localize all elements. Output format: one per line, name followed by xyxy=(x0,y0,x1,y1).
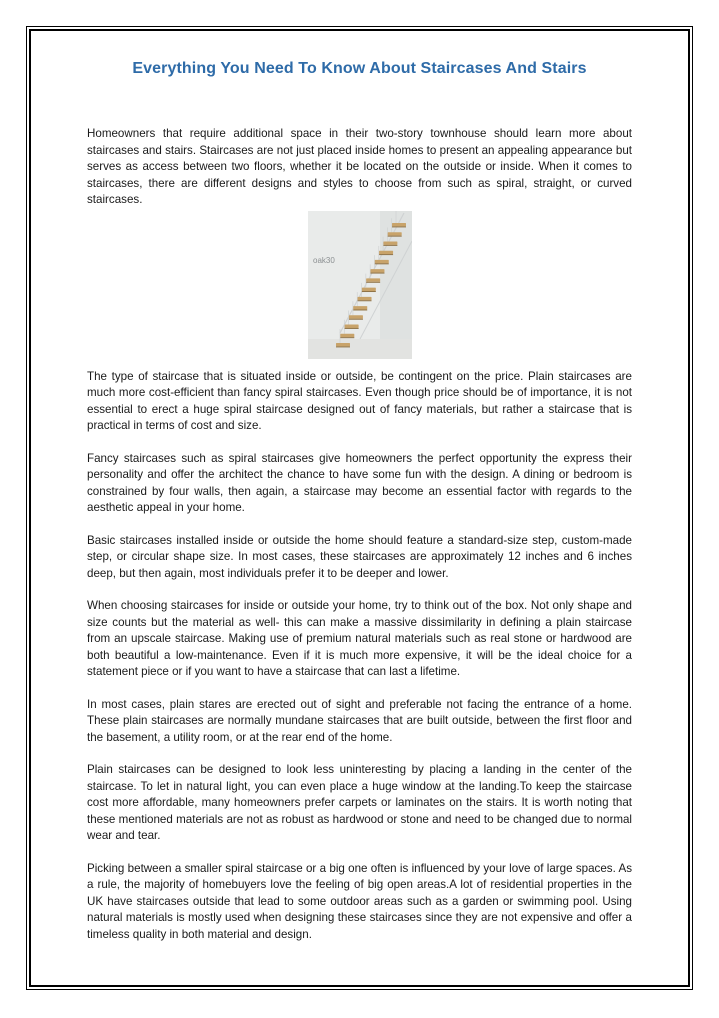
paragraph-4: Basic staircases installed inside or outside the home should feature a standard-size step, custom-made step, or circular shape size. In most cases, these staircases are approximately 12 inches and 6 inches deep, but then again, most individuals prefer it to be deeper and lower. xyxy=(87,533,632,580)
document-title: Everything You Need To Know About Staircases And Stairs xyxy=(132,60,587,77)
staircase-image-container xyxy=(87,211,632,359)
paragraph-2: The type of staircase that is situated inside or outside, be contingent on the price. Plain staircases are much more cost-efficient than fancy spiral staircases. Even though price should be of importance, it is not essential to erect a huge spiral staircase designed out of fancy materials, but rather a staircase that is practical in terms of cost and size. xyxy=(87,369,632,432)
stair-tread xyxy=(383,241,397,244)
stair-tread xyxy=(344,324,358,327)
stair-tread-edge xyxy=(387,235,401,236)
stair-tread-edge xyxy=(361,291,375,292)
staircase-photo xyxy=(308,211,412,359)
stair-tread-edge xyxy=(353,309,367,310)
stair-tread-edge xyxy=(340,337,354,338)
paragraph-3: Fancy staircases such as spiral staircases give homeowners the perfect opportunity the express their personality and offer the architect the chance to have some fun with the design. A dining or bedroom is constrained by four walls, then again, a staircase may become an essential factor with regards to the aesthetic appeal in your home. xyxy=(87,451,632,514)
article-body xyxy=(87,126,632,959)
stair-tread-edge xyxy=(357,300,371,301)
paragraph-7: Plain staircases can be designed to look less uninteresting by placing a landing in the center of the staircase. To let in natural light, you can even place a huge window at the landing.To keep the staircase cost more affordable, many homeowners prefer carpets or laminates on the stairs. It is worth noting that these mentioned materials are not as robust as hardwood or stone and need to be changed due to normal wear and tear. xyxy=(87,763,632,842)
stair-tread xyxy=(366,278,380,281)
stair-tread xyxy=(340,333,354,336)
stair-tread xyxy=(357,296,371,299)
photo-overlay-label: oak30 xyxy=(312,255,335,265)
paragraph-1: Homeowners that require additional space in their two-story townhouse should learn more about staircases and stairs. Staircases are not just placed inside homes to present an appealing appearance but serves as access between two floors, whether it be located on the outside or inside. When it comes to staircases, there are different designs and styles to choose from such as spiral, straight, or curved staircases. xyxy=(87,127,632,206)
stair-tread-edge xyxy=(370,272,384,273)
stair-tread-edge xyxy=(392,226,406,227)
paragraph-8: Picking between a smaller spiral staircase or a big one often is influenced by your love of large spaces. As a rule, the majority of homebuyers love the feeling of big open areas.A lot of residential properties in the UK have staircases outside that lead to some outdoor areas such as a garden or swimming pool. Using natural materials is mostly used when designing these staircases since they are not expensive and offer a timeless quality in both material and design. xyxy=(87,861,632,941)
stair-tread-edge xyxy=(348,318,362,319)
stair-tread xyxy=(370,269,384,272)
stair-tread-edge xyxy=(336,346,350,347)
stair-tread-edge xyxy=(366,281,380,282)
stair-tread-edge xyxy=(383,244,397,245)
paragraph-6: In most cases, plain stares are erected out of sight and preferable not facing the entrance of a home. These plain staircases are normally mundane staircases that are built outside, between the first floor and the basement, a utility room, or at the rear end of the home. xyxy=(87,697,632,744)
stair-tread xyxy=(392,223,406,226)
stair-tread xyxy=(336,343,350,346)
stair-tread-edge xyxy=(344,327,358,328)
stair-tread xyxy=(361,287,375,290)
stair-tread-edge xyxy=(374,263,388,264)
paragraph-5: When choosing staircases for inside or outside your home, try to think out of the box. Not only shape and size counts but the material as well- this can make a massive dissimilarity in defining a plain staircase from an upscale staircase. Making use of premium natural materials such as real stone or hardwood are both beautiful a low-maintenance. Even if it is much more expensive, it will be the ideal choice for a statement piece or if you want to have a staircase that can last a lifetime. xyxy=(87,599,632,678)
stair-tread xyxy=(348,315,362,318)
stair-tread xyxy=(387,232,401,235)
stair-tread xyxy=(374,259,388,262)
stair-tread-edge xyxy=(379,254,393,255)
stair-tread xyxy=(379,250,393,253)
stair-tread xyxy=(353,306,367,309)
